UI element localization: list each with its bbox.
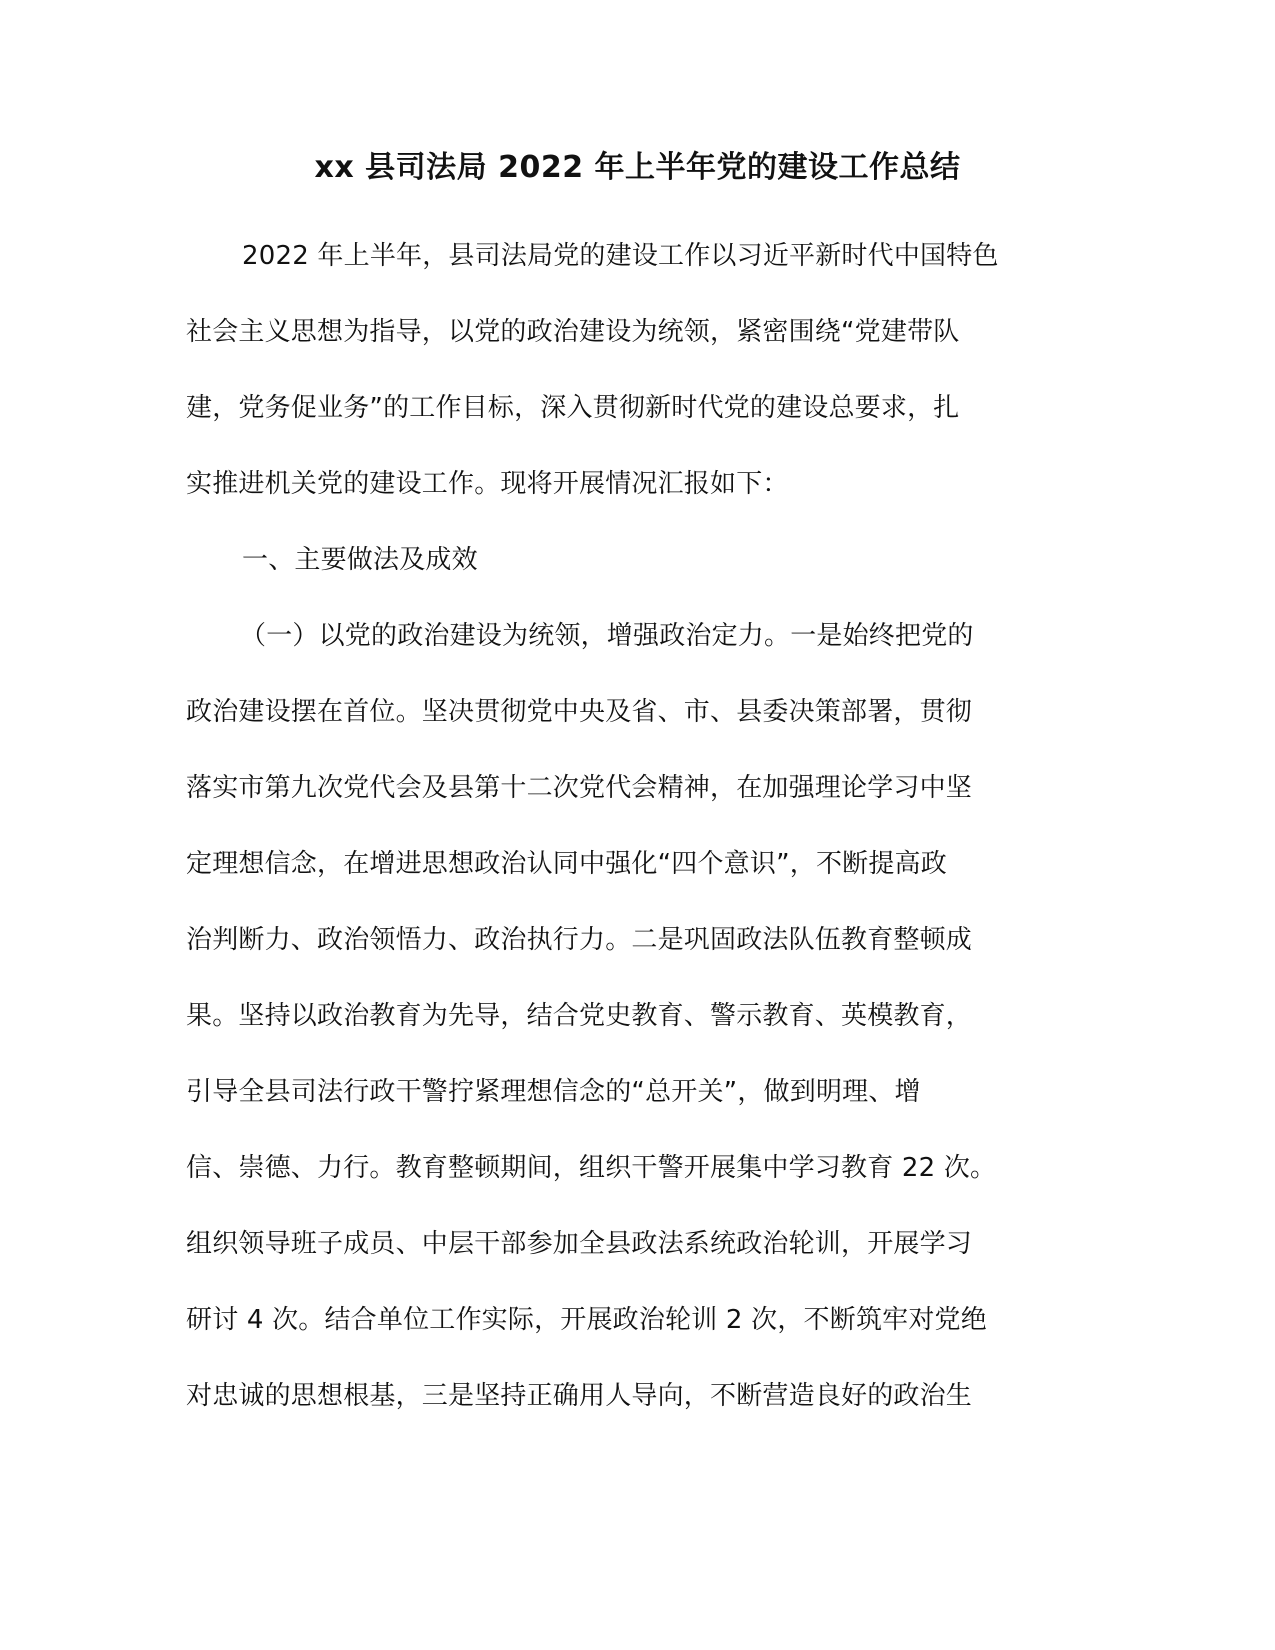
section1-line-1: （一）以党的政治建设为统领，增强政治定力。一是始终把党的: [240, 621, 974, 651]
section1-line-9: 组织领导班子成员、中层干部参加全县政法系统政治轮训，开展学习: [186, 1229, 973, 1259]
section1-line-10: 研讨 4 次。结合单位工作实际，开展政治轮训 2 次，不断筑牢对党绝: [186, 1305, 987, 1335]
intro-line-3: 建，党务促业务”的工作目标，深入贯彻新时代党的建设总要求，扎: [186, 393, 960, 423]
section1-line-3: 落实市第九次党代会及县第十二次党代会精神，在加强理论学习中坚: [186, 773, 973, 803]
section1-line-11: 对忠诚的思想根基，三是坚持正确用人导向，不断营造良好的政治生: [186, 1381, 973, 1411]
document-title: xx 县司法局 2022 年上半年党的建设工作总结: [314, 150, 961, 185]
section1-line-5: 治判断力、政治领悟力、政治执行力。二是巩固政法队伍教育整顿成: [186, 925, 973, 955]
intro-line-4: 实推进机关党的建设工作。现将开展情况汇报如下：: [186, 469, 789, 499]
intro-line-1: 2022 年上半年，县司法局党的建设工作以习近平新时代中国特色: [242, 241, 999, 271]
section1-line-6: 果。坚持以政治教育为先导，结合党史教育、警示教育、英模教育，: [186, 1001, 973, 1031]
intro-line-2: 社会主义思想为指导，以党的政治建设为统领，紧密围绕“党建带队: [186, 317, 960, 347]
section1-line-8: 信、崇德、力行。教育整顿期间，组织干警开展集中学习教育 22 次。: [186, 1153, 997, 1183]
section1-line-4: 定理想信念，在增进思想政治认同中强化“四个意识”，不断提高政: [186, 849, 947, 879]
section-heading: 一、主要做法及成效: [242, 545, 478, 575]
section1-line-2: 政治建设摆在首位。坚决贯彻党中央及省、市、县委决策部署，贯彻: [186, 697, 973, 727]
section1-line-7: 引导全县司法行政干警拧紧理想信念的“总开关”，做到明理、增: [186, 1077, 921, 1107]
